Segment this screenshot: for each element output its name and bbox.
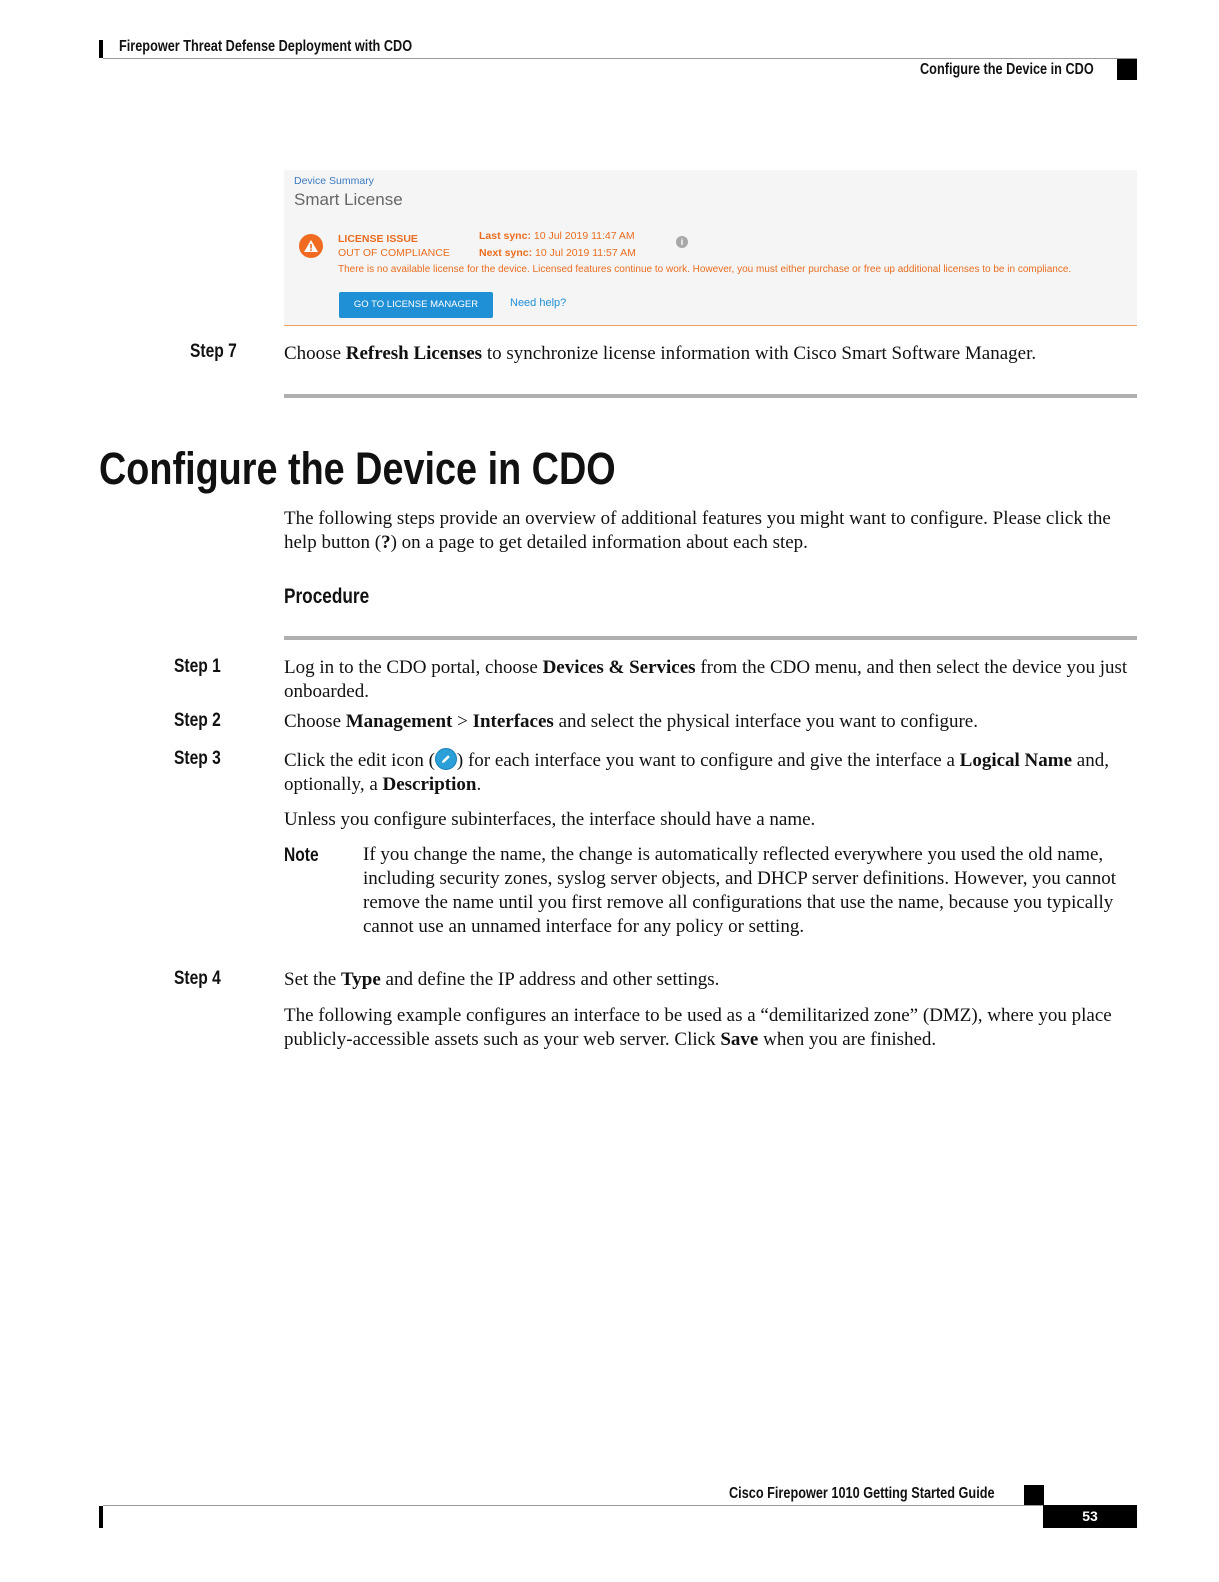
next-sync: Next sync: 10 Jul 2019 11:57 AM bbox=[479, 247, 636, 259]
footer-bar bbox=[99, 1506, 103, 1528]
step-1-text: Log in to the CDO portal, choose Devices & Services from the CDO menu, and then select the device you just onboarded. bbox=[284, 657, 1128, 702]
footer-block bbox=[1024, 1485, 1044, 1505]
footer-rule bbox=[103, 1505, 1043, 1506]
page-number: 53 bbox=[1043, 1505, 1137, 1528]
license-issue-label: LICENSE ISSUE bbox=[338, 233, 418, 245]
compliance-status: OUT OF COMPLIANCE bbox=[338, 247, 450, 259]
step-1-label: Step 1 bbox=[174, 656, 221, 677]
step-4-label: Step 4 bbox=[174, 968, 221, 989]
section-heading: Configure the Device in CDO bbox=[99, 443, 616, 494]
edit-pencil-icon bbox=[435, 748, 457, 770]
note-text: If you change the name, the change is automatically reflected everywhere you used the old name, including security zones, syslog server objects, and DHCP server definitions. However, you cannot remove the name until you first remove all configurations that use the name, because you typically cannot use an unnamed interface for any policy or setting. bbox=[363, 844, 1117, 937]
step-2-text: Choose Management > Interfaces and select the physical interface you want to configure. bbox=[284, 711, 978, 732]
step-4-text: Set the Type and define the IP address and other settings. bbox=[284, 969, 720, 990]
step-4-subtext: The following example configures an interface to be used as a “demilitarized zone” (DMZ), where you place publicly-accessible assets such as your web server. Click Save when you are finished. bbox=[284, 1005, 1112, 1050]
document-title: Firepower Threat Defense Deployment with CDO bbox=[119, 38, 413, 55]
step-7-label: Step 7 bbox=[190, 341, 237, 362]
breadcrumb[interactable]: Device Summary bbox=[294, 175, 374, 187]
last-sync: Last sync: 10 Jul 2019 11:47 AM bbox=[479, 230, 635, 242]
step-7-text: Choose Refresh Licenses to synchronize license information with Cisco Smart Software Manager. bbox=[284, 343, 1037, 364]
header-bar bbox=[99, 40, 103, 58]
need-help-link[interactable]: Need help? bbox=[510, 297, 567, 309]
step-2-label: Step 2 bbox=[174, 710, 221, 731]
section-rule-top bbox=[284, 394, 1137, 398]
panel-title: Smart License bbox=[294, 190, 403, 209]
compliance-message: There is no available license for the device. Licensed features continue to work. However, you must either purchase or free up additional licenses to be in compliance. bbox=[338, 264, 1072, 275]
procedure-heading: Procedure bbox=[284, 585, 370, 608]
go-to-license-manager-button[interactable]: GO TO LICENSE MANAGER bbox=[339, 292, 493, 318]
footer-guide-title: Cisco Firepower 1010 Getting Started Guide bbox=[729, 1485, 995, 1502]
header-section-title: Configure the Device in CDO bbox=[920, 61, 1094, 78]
step-3-text: Click the edit icon ( ) for each interface you want to configure and give the interface a Logical Name and, optionally, a Description. bbox=[284, 750, 1109, 795]
intro-paragraph: The following steps provide an overview of additional features you might want to configure. Please click the help button (?) on a page to get detailed information about each step. bbox=[284, 508, 1111, 553]
info-icon[interactable]: i bbox=[676, 236, 688, 248]
smart-license-screenshot bbox=[284, 170, 1137, 326]
header-rule bbox=[103, 58, 1137, 59]
warning-icon bbox=[299, 234, 323, 258]
header-block bbox=[1117, 59, 1137, 80]
note-label: Note bbox=[284, 845, 319, 866]
step-3-label: Step 3 bbox=[174, 748, 221, 769]
step-3-subtext: Unless you configure subinterfaces, the interface should have a name. bbox=[284, 809, 816, 830]
procedure-rule bbox=[284, 636, 1137, 640]
